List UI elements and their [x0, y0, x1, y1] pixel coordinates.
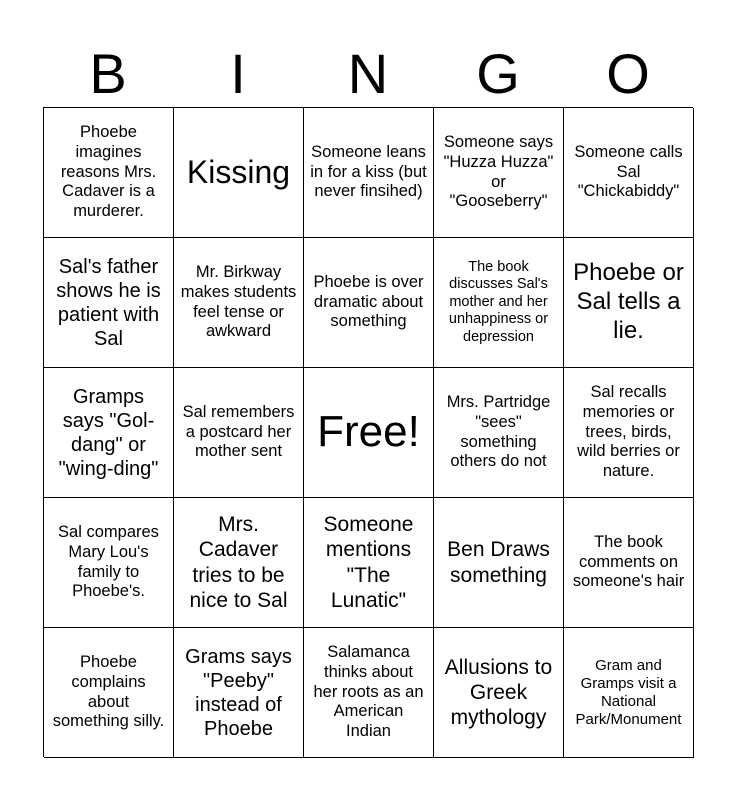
bingo-cell-r2c1[interactable]	[44, 238, 174, 368]
bingo-cell-r2c2[interactable]	[174, 238, 304, 368]
cell-text: Sal remembers a postcard her mother sent	[182, 402, 295, 461]
cell-text: Sal's father shows he is patient with Sal	[56, 255, 161, 350]
cell-text: Someone says "Huzza Huzza" or "Gooseberry"	[443, 132, 554, 211]
cell-text: Someone leans in for a kiss (but never finsihed)	[310, 142, 427, 201]
bingo-cell-r2c3[interactable]	[304, 238, 434, 368]
cell-text: Someone mentions "The Lunatic"	[323, 513, 414, 612]
cell-text: Phoebe imagines reasons Mrs. Cadaver is a murderer.	[60, 123, 157, 221]
bingo-cell-r2c5[interactable]	[564, 238, 694, 368]
bingo-cell-r1c1[interactable]	[44, 108, 174, 238]
cell-text: Gramps says "Gol-dang" or "wing-ding"	[58, 385, 159, 480]
cell-text: Mrs. Partridge "sees" something others do not	[446, 392, 551, 471]
bingo-cell-r3c4[interactable]	[434, 368, 564, 498]
cell-text: Allusions to Greek mythology	[444, 655, 553, 730]
header-letter-o: O	[606, 42, 650, 105]
cell-text: The book discusses Sal's mother and her unhappiness or depression	[448, 259, 549, 345]
free-space-text: Free!	[317, 407, 420, 457]
cell-text: Sal recalls memories or trees, birds, wild berries or nature.	[577, 383, 680, 481]
cell-text: Grams says "Peeby" instead of Phoebe	[185, 645, 292, 740]
bingo-cell-r3c1[interactable]	[44, 368, 174, 498]
cell-text: Phoebe is over dramatic about something	[313, 272, 424, 331]
header-letter-i: I	[230, 42, 246, 105]
bingo-cell-r2c4[interactable]	[434, 238, 564, 368]
cell-text: Mr. Birkway makes students feel tense or awkward	[180, 262, 297, 341]
cell-text: Phoebe complains about something silly.	[52, 652, 165, 731]
bingo-cell-r4c3[interactable]	[304, 498, 434, 628]
cell-text: Phoebe or Sal tells a lie.	[573, 259, 684, 344]
header-letter-n: N	[347, 42, 389, 105]
bingo-grid	[43, 107, 693, 757]
bingo-cell-r3c5[interactable]	[564, 368, 694, 498]
bingo-cell-r4c5[interactable]	[564, 498, 694, 628]
cell-text: The book comments on someone's hair	[572, 532, 685, 591]
cell-text: Mrs. Cadaver tries to be nice to Sal	[189, 513, 288, 612]
bingo-cell-r1c5[interactable]	[564, 108, 694, 238]
bingo-cell-r4c4[interactable]	[434, 498, 564, 628]
bingo-cell-r1c2[interactable]	[174, 108, 304, 238]
bingo-cell-r5c5[interactable]	[564, 628, 694, 758]
bingo-cell-r5c3[interactable]	[304, 628, 434, 758]
cell-text: Ben Draws something	[447, 538, 550, 587]
cell-text: Someone calls Sal "Chickabiddy"	[574, 142, 683, 201]
bingo-cell-r1c4[interactable]	[434, 108, 564, 238]
bingo-header	[43, 40, 693, 108]
cell-text: Salamanca thinks about her roots as an American Indian	[313, 643, 424, 741]
bingo-cell-r1c3[interactable]	[304, 108, 434, 238]
bingo-cell-r4c2[interactable]	[174, 498, 304, 628]
bingo-cell-r5c4[interactable]	[434, 628, 564, 758]
cell-text: Gram and Gramps visit a National Park/Monument	[575, 656, 682, 728]
bingo-cell-free[interactable]	[304, 368, 434, 498]
header-letter-g: G	[476, 42, 520, 105]
bingo-cell-r5c2[interactable]	[174, 628, 304, 758]
header-letter-b: B	[89, 42, 127, 105]
cell-text: Kissing	[186, 154, 291, 191]
bingo-cell-r5c1[interactable]	[44, 628, 174, 758]
bingo-cell-r3c2[interactable]	[174, 368, 304, 498]
bingo-cell-r4c1[interactable]	[44, 498, 174, 628]
cell-text: Sal compares Mary Lou's family to Phoebe's.	[58, 522, 159, 601]
